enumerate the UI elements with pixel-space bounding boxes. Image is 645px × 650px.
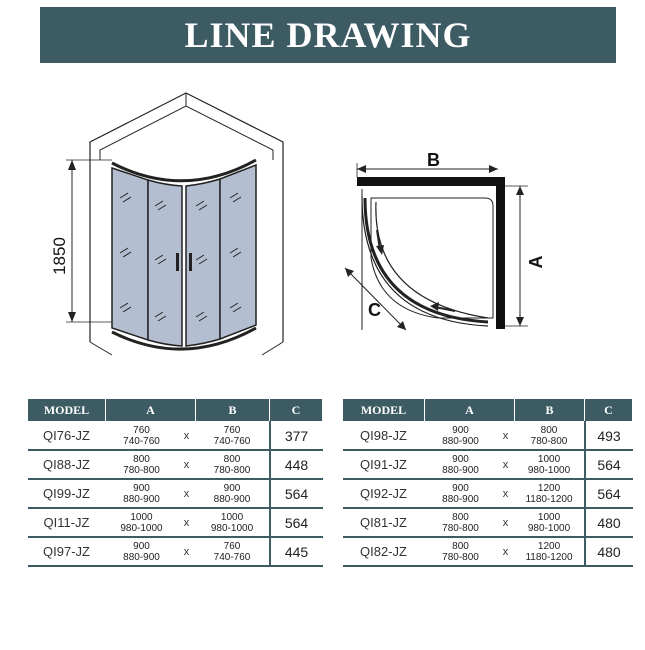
table-row — [343, 479, 633, 508]
model-cell: QI76-JZ — [28, 422, 106, 451]
plan-label-c: C — [368, 300, 381, 320]
c-cell: 493 — [585, 422, 633, 451]
a-cell — [106, 537, 178, 566]
model-cell: QI91-JZ — [343, 450, 425, 479]
table-row — [343, 422, 633, 451]
a-range: 880-900 — [442, 464, 479, 476]
x-separator: x — [497, 508, 515, 537]
x-separator: x — [178, 479, 196, 508]
b-nominal: 900 — [223, 482, 241, 494]
b-cell — [196, 537, 270, 566]
b-cell — [196, 479, 270, 508]
height-label: 1850 — [50, 237, 69, 275]
a-range: 980-1000 — [120, 522, 163, 534]
model-cell: QI81-JZ — [343, 508, 425, 537]
x-separator: x — [178, 537, 196, 566]
b-range: 780-800 — [213, 464, 251, 476]
b-nominal: 800 — [223, 453, 241, 465]
table-row — [28, 537, 323, 566]
header-b: B — [196, 399, 270, 422]
b-cell — [515, 508, 585, 537]
c-cell: 448 — [270, 450, 323, 479]
a-range: 740-760 — [123, 435, 160, 447]
table-row — [343, 537, 633, 566]
table-row — [343, 450, 633, 479]
header-c: C — [270, 399, 323, 422]
b-cell — [515, 450, 585, 479]
right-table-body — [343, 422, 633, 567]
a-cell — [425, 450, 497, 479]
model-cell: QI97-JZ — [28, 537, 106, 566]
b-nominal: 1000 — [220, 511, 244, 523]
a-nominal: 800 — [452, 540, 469, 552]
x-separator: x — [178, 422, 196, 451]
a-nominal: 800 — [452, 511, 469, 523]
b-range: 1180-1200 — [525, 551, 573, 563]
spec-table-right — [342, 398, 633, 567]
a-nominal: 1000 — [130, 511, 153, 523]
b-nominal: 1000 — [537, 453, 561, 465]
b-nominal: 760 — [223, 424, 241, 436]
c-cell: 445 — [270, 537, 323, 566]
a-nominal: 900 — [452, 482, 469, 494]
header-model: MODEL — [28, 399, 106, 422]
b-nominal: 1200 — [537, 482, 561, 494]
plan-label-b: B — [427, 150, 440, 170]
spec-table-left — [27, 398, 323, 567]
a-nominal: 900 — [452, 453, 469, 465]
c-cell: 564 — [585, 450, 633, 479]
b-cell — [196, 450, 270, 479]
x-separator: x — [497, 422, 515, 451]
a-cell — [425, 508, 497, 537]
model-cell: QI99-JZ — [28, 479, 106, 508]
a-range: 880-900 — [442, 493, 479, 505]
table-row — [343, 508, 633, 537]
a-range: 780-800 — [442, 551, 479, 563]
a-range: 880-900 — [123, 551, 160, 563]
b-range: 1180-1200 — [525, 493, 573, 505]
left-table-body — [28, 422, 323, 567]
a-nominal: 800 — [133, 453, 150, 465]
a-cell — [425, 422, 497, 451]
b-cell — [196, 508, 270, 537]
table-header-row — [343, 399, 633, 422]
b-nominal: 800 — [540, 424, 558, 436]
a-cell — [106, 450, 178, 479]
b-range: 780-800 — [530, 435, 568, 447]
b-nominal: 1000 — [537, 511, 561, 523]
table-row — [28, 422, 323, 451]
a-nominal: 900 — [452, 424, 469, 436]
a-nominal: 900 — [133, 482, 150, 494]
b-cell — [515, 479, 585, 508]
b-range: 880-900 — [213, 493, 251, 505]
header-a: A — [425, 399, 515, 422]
table-header-row — [28, 399, 323, 422]
a-range: 780-800 — [123, 464, 160, 476]
b-range: 980-1000 — [210, 522, 254, 534]
model-cell: QI98-JZ — [343, 422, 425, 451]
model-cell: QI88-JZ — [28, 450, 106, 479]
header-b: B — [515, 399, 585, 422]
a-cell — [106, 508, 178, 537]
b-range: 740-760 — [213, 551, 251, 563]
header-a: A — [106, 399, 196, 422]
c-cell: 377 — [270, 422, 323, 451]
c-cell: 480 — [585, 508, 633, 537]
b-range: 980-1000 — [527, 522, 571, 534]
a-cell — [106, 479, 178, 508]
a-nominal: 760 — [133, 424, 150, 436]
b-cell — [515, 537, 585, 566]
c-cell: 480 — [585, 537, 633, 566]
x-separator: x — [178, 450, 196, 479]
model-cell: QI82-JZ — [343, 537, 425, 566]
a-cell — [425, 537, 497, 566]
plan-label-a: A — [526, 255, 546, 269]
b-nominal: 760 — [223, 540, 241, 552]
b-range: 740-760 — [213, 435, 251, 447]
page-title: LINE DRAWING — [184, 15, 472, 55]
table-row — [28, 479, 323, 508]
table-row — [28, 450, 323, 479]
b-nominal: 1200 — [537, 540, 561, 552]
x-separator: x — [497, 450, 515, 479]
header-model: MODEL — [343, 399, 425, 422]
a-cell — [106, 422, 178, 451]
header-c: C — [585, 399, 633, 422]
c-cell: 564 — [270, 479, 323, 508]
a-range: 880-900 — [123, 493, 160, 505]
b-range: 980-1000 — [527, 464, 571, 476]
x-separator: x — [178, 508, 196, 537]
a-cell — [425, 479, 497, 508]
x-separator: x — [497, 537, 515, 566]
a-range: 780-800 — [442, 522, 479, 534]
a-range: 880-900 — [442, 435, 479, 447]
x-separator: x — [497, 479, 515, 508]
model-cell: QI92-JZ — [343, 479, 425, 508]
b-cell — [515, 422, 585, 451]
c-cell: 564 — [270, 508, 323, 537]
model-cell: QI11-JZ — [28, 508, 106, 537]
plan-view-drawing — [345, 150, 546, 330]
table-row — [28, 508, 323, 537]
b-cell — [196, 422, 270, 451]
c-cell: 564 — [585, 479, 633, 508]
a-nominal: 900 — [133, 540, 150, 552]
